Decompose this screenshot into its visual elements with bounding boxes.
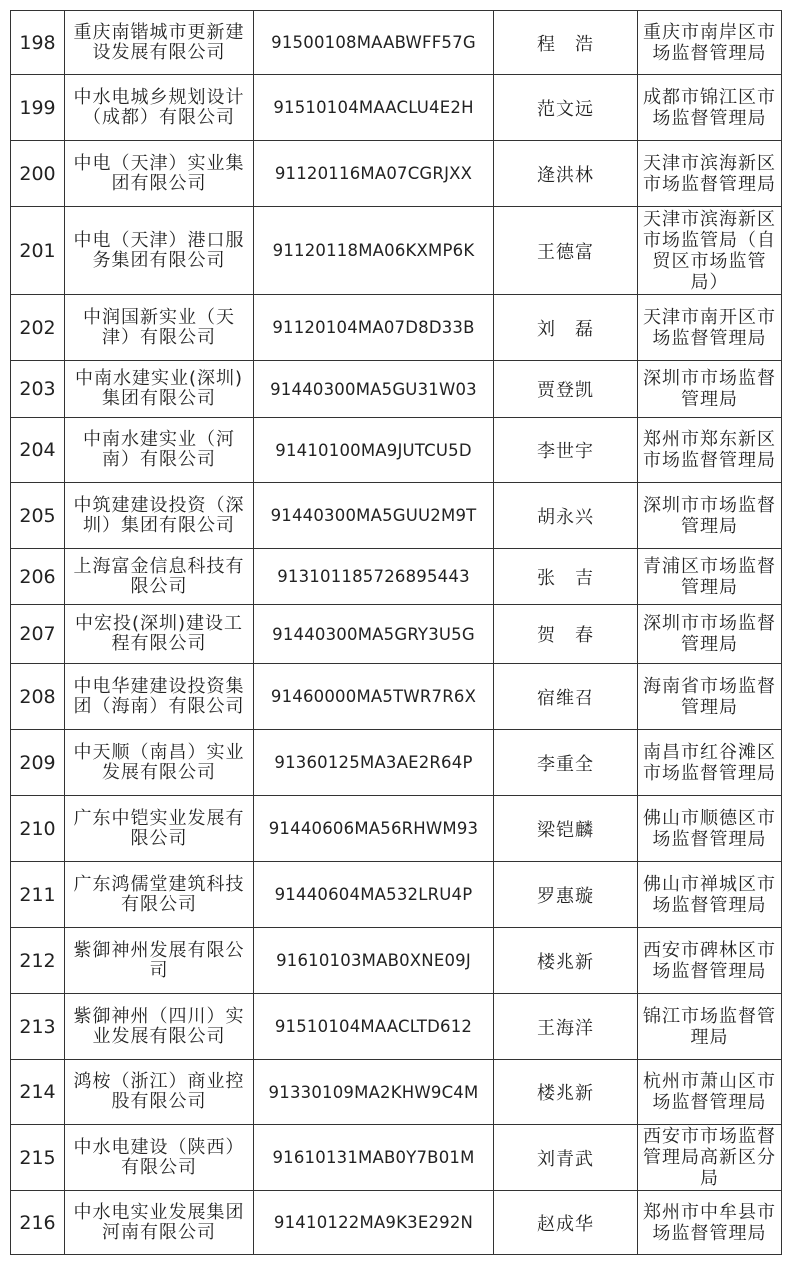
credit-code: 913101185726895443 bbox=[254, 549, 494, 605]
registration-authority: 成都市锦江区市场监督管理局 bbox=[638, 75, 782, 141]
legal-representative: 程 浩 bbox=[494, 11, 638, 75]
credit-code: 91440300MA5GUU2M9T bbox=[254, 483, 494, 549]
company-name: 中电华建建设投资集团（海南）有限公司 bbox=[65, 664, 254, 730]
legal-representative: 宿维召 bbox=[494, 664, 638, 730]
credit-code: 91500108MAABWFF57G bbox=[254, 11, 494, 75]
legal-representative: 逄洪林 bbox=[494, 141, 638, 207]
registry-table bbox=[10, 10, 782, 1255]
row-number: 207 bbox=[11, 605, 65, 664]
company-name: 中南水建实业(深圳)集团有限公司 bbox=[65, 361, 254, 418]
company-name: 中筑建建设投资（深圳）集团有限公司 bbox=[65, 483, 254, 549]
table-row bbox=[11, 1060, 782, 1125]
registration-authority: 天津市滨海新区市场监管局（自贸区市场监管局） bbox=[638, 207, 782, 295]
registration-authority: 重庆市南岸区市场监督管理局 bbox=[638, 11, 782, 75]
row-number: 200 bbox=[11, 141, 65, 207]
table-row bbox=[11, 1191, 782, 1255]
legal-representative: 楼兆新 bbox=[494, 1060, 638, 1125]
table-row bbox=[11, 605, 782, 664]
legal-representative: 赵成华 bbox=[494, 1191, 638, 1255]
legal-representative: 贺 春 bbox=[494, 605, 638, 664]
registration-authority: 西安市碑林区市场监督管理局 bbox=[638, 928, 782, 994]
row-number: 206 bbox=[11, 549, 65, 605]
credit-code: 91610103MAB0XNE09J bbox=[254, 928, 494, 994]
company-name: 中天顺（南昌）实业发展有限公司 bbox=[65, 730, 254, 796]
row-number: 203 bbox=[11, 361, 65, 418]
registry-table-body bbox=[11, 11, 782, 1255]
legal-representative: 李重全 bbox=[494, 730, 638, 796]
registration-authority: 郑州市中牟县市场监督管理局 bbox=[638, 1191, 782, 1255]
row-number: 208 bbox=[11, 664, 65, 730]
company-name: 广东中铠实业发展有限公司 bbox=[65, 796, 254, 862]
company-name: 中水电建设（陕西）有限公司 bbox=[65, 1125, 254, 1191]
credit-code: 91440300MA5GU31W03 bbox=[254, 361, 494, 418]
row-number: 213 bbox=[11, 994, 65, 1060]
registration-authority: 西安市市场监督管理局高新区分局 bbox=[638, 1125, 782, 1191]
company-name: 中电（天津）港口服务集团有限公司 bbox=[65, 207, 254, 295]
credit-code: 91440300MA5GRY3U5G bbox=[254, 605, 494, 664]
company-name: 中水电实业发展集团河南有限公司 bbox=[65, 1191, 254, 1255]
row-number: 211 bbox=[11, 862, 65, 928]
legal-representative: 张 吉 bbox=[494, 549, 638, 605]
credit-code: 91440606MA56RHWM93 bbox=[254, 796, 494, 862]
table-row bbox=[11, 295, 782, 361]
legal-representative: 王海洋 bbox=[494, 994, 638, 1060]
legal-representative: 罗惠璇 bbox=[494, 862, 638, 928]
registration-authority: 深圳市市场监督管理局 bbox=[638, 483, 782, 549]
company-name: 中水电城乡规划设计（成都）有限公司 bbox=[65, 75, 254, 141]
legal-representative: 王德富 bbox=[494, 207, 638, 295]
company-name: 中宏投(深圳)建设工程有限公司 bbox=[65, 605, 254, 664]
registration-authority: 海南省市场监督管理局 bbox=[638, 664, 782, 730]
table-row bbox=[11, 418, 782, 483]
table-row bbox=[11, 928, 782, 994]
row-number: 198 bbox=[11, 11, 65, 75]
company-name: 重庆南锴城市更新建设发展有限公司 bbox=[65, 11, 254, 75]
table-row bbox=[11, 862, 782, 928]
table-row bbox=[11, 664, 782, 730]
credit-code: 91410122MA9K3E292N bbox=[254, 1191, 494, 1255]
row-number: 199 bbox=[11, 75, 65, 141]
registration-authority: 佛山市禅城区市场监督管理局 bbox=[638, 862, 782, 928]
registration-authority: 深圳市市场监督管理局 bbox=[638, 605, 782, 664]
registration-authority: 锦江市场监督管理局 bbox=[638, 994, 782, 1060]
table-row bbox=[11, 730, 782, 796]
legal-representative: 范文远 bbox=[494, 75, 638, 141]
company-name: 中润国新实业（天津）有限公司 bbox=[65, 295, 254, 361]
company-name: 中南水建实业（河南）有限公司 bbox=[65, 418, 254, 483]
table-row bbox=[11, 483, 782, 549]
legal-representative: 胡永兴 bbox=[494, 483, 638, 549]
credit-code: 91510104MAACLU4E2H bbox=[254, 75, 494, 141]
legal-representative: 贾登凯 bbox=[494, 361, 638, 418]
legal-representative: 楼兆新 bbox=[494, 928, 638, 994]
row-number: 204 bbox=[11, 418, 65, 483]
row-number: 209 bbox=[11, 730, 65, 796]
registration-authority: 深圳市市场监督管理局 bbox=[638, 361, 782, 418]
credit-code: 91440604MA532LRU4P bbox=[254, 862, 494, 928]
row-number: 214 bbox=[11, 1060, 65, 1125]
company-name: 紫御神州（四川）实业发展有限公司 bbox=[65, 994, 254, 1060]
registration-authority: 天津市南开区市场监督管理局 bbox=[638, 295, 782, 361]
registration-authority: 杭州市萧山区市场监督管理局 bbox=[638, 1060, 782, 1125]
legal-representative: 李世宇 bbox=[494, 418, 638, 483]
credit-code: 91610131MAB0Y7B01M bbox=[254, 1125, 494, 1191]
row-number: 212 bbox=[11, 928, 65, 994]
row-number: 205 bbox=[11, 483, 65, 549]
company-name: 紫御神州发展有限公司 bbox=[65, 928, 254, 994]
legal-representative: 刘 磊 bbox=[494, 295, 638, 361]
row-number: 202 bbox=[11, 295, 65, 361]
row-number: 210 bbox=[11, 796, 65, 862]
credit-code: 91330109MA2KHW9C4M bbox=[254, 1060, 494, 1125]
row-number: 215 bbox=[11, 1125, 65, 1191]
credit-code: 91410100MA9JUTCU5D bbox=[254, 418, 494, 483]
company-name: 上海富金信息科技有限公司 bbox=[65, 549, 254, 605]
registration-authority: 南昌市红谷滩区市场监督管理局 bbox=[638, 730, 782, 796]
table-row bbox=[11, 207, 782, 295]
table-row bbox=[11, 141, 782, 207]
credit-code: 91460000MA5TWR7R6X bbox=[254, 664, 494, 730]
credit-code: 91120116MA07CGRJXX bbox=[254, 141, 494, 207]
table-row bbox=[11, 796, 782, 862]
row-number: 201 bbox=[11, 207, 65, 295]
registration-authority: 佛山市顺德区市场监督管理局 bbox=[638, 796, 782, 862]
table-row bbox=[11, 75, 782, 141]
table-row bbox=[11, 361, 782, 418]
credit-code: 91360125MA3AE2R64P bbox=[254, 730, 494, 796]
table-row bbox=[11, 994, 782, 1060]
table-row bbox=[11, 11, 782, 75]
registration-authority: 郑州市郑东新区市场监督管理局 bbox=[638, 418, 782, 483]
registration-authority: 青浦区市场监督管理局 bbox=[638, 549, 782, 605]
legal-representative: 梁铠麟 bbox=[494, 796, 638, 862]
company-name: 鸿桉（浙江）商业控股有限公司 bbox=[65, 1060, 254, 1125]
company-name: 广东鸿儒堂建筑科技有限公司 bbox=[65, 862, 254, 928]
table-row bbox=[11, 1125, 782, 1191]
registration-authority: 天津市滨海新区市场监督管理局 bbox=[638, 141, 782, 207]
credit-code: 91120104MA07D8D33B bbox=[254, 295, 494, 361]
credit-code: 91120118MA06KXMP6K bbox=[254, 207, 494, 295]
legal-representative: 刘青武 bbox=[494, 1125, 638, 1191]
credit-code: 91510104MAACLTD612 bbox=[254, 994, 494, 1060]
row-number: 216 bbox=[11, 1191, 65, 1255]
table-row bbox=[11, 549, 782, 605]
company-name: 中电（天津）实业集团有限公司 bbox=[65, 141, 254, 207]
